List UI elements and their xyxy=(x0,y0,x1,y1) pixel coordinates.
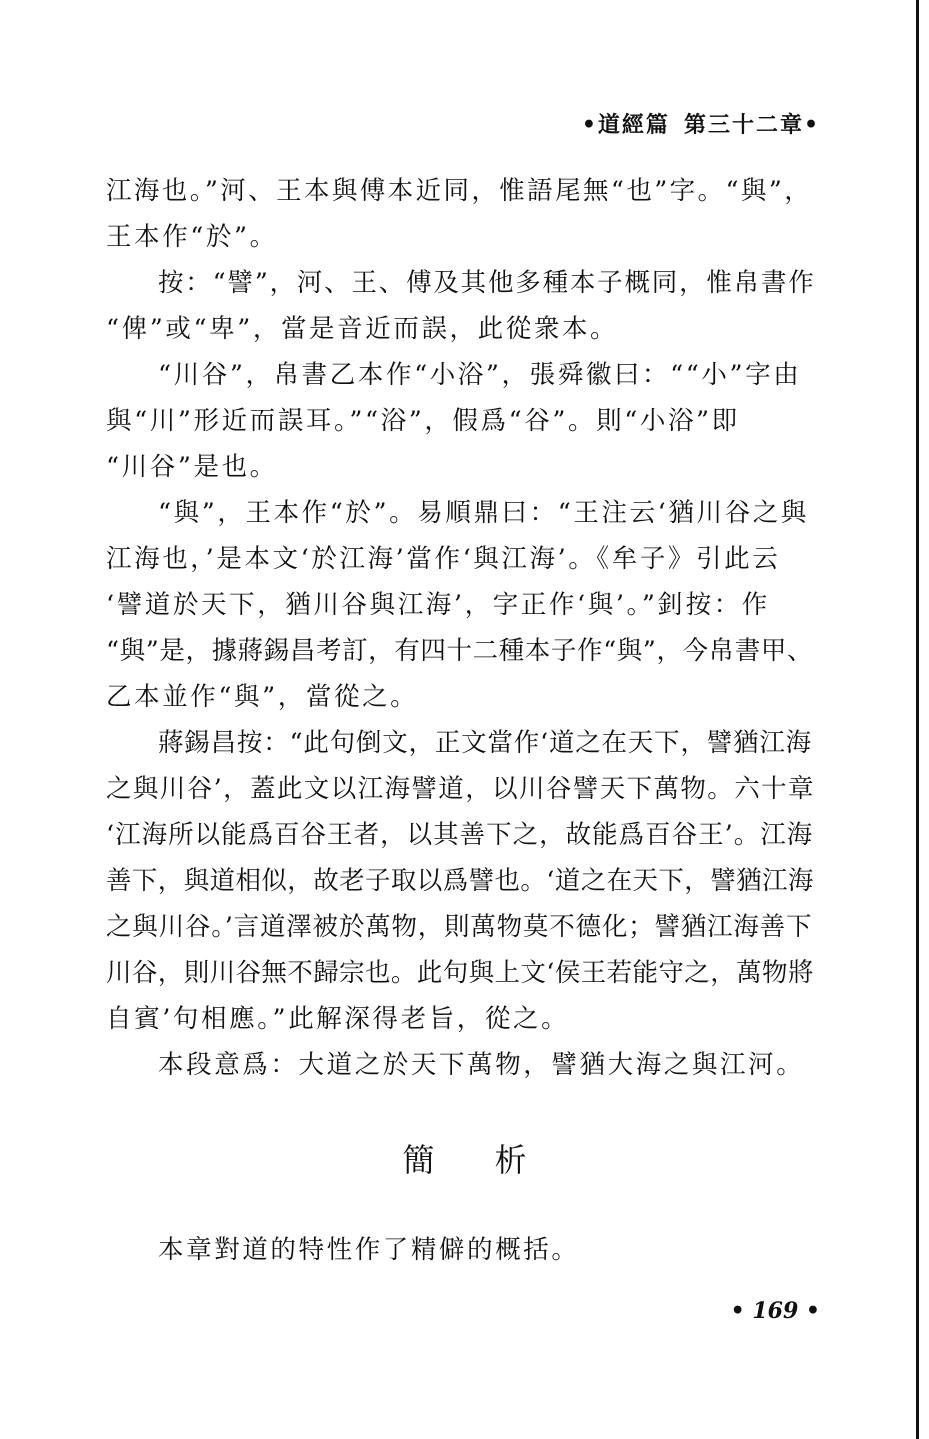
text-line: 乙本並作“與”，當從之。 xyxy=(106,682,419,712)
text-line: 江海也。”河、王本與傅本近同，惟語尾無“也”字。“與”， xyxy=(106,176,813,206)
text-line: “川谷”是也。 xyxy=(106,452,278,482)
text-line: “川谷”，帛書乙本作“小浴”，張舜徽曰：““小”字由 xyxy=(158,360,802,390)
text-line: 川谷，則川谷無不歸宗也。此句與上文‘侯王若能守之，萬物將 xyxy=(106,958,814,988)
summary-paragraph: 本章對道的特性作了精僻的概括。 xyxy=(158,1235,580,1265)
text-line: 王本作“於”。 xyxy=(106,222,278,252)
text-line: 按：“譬”，河、王、傅及其他多種本子概同，惟帛書作 xyxy=(158,268,816,298)
text-line: “與”是，據蔣錫昌考訂，有四十二種本子作“與”，今帛書甲、 xyxy=(106,636,814,666)
text-line: 之與川谷。’言道澤被於萬物，則萬物莫不德化；譬猶江海善下 xyxy=(106,912,813,942)
text-line: ‘江海所以能爲百谷王者，以其善下之，故能爲百谷王’。江海 xyxy=(106,820,814,850)
page-number: • 169 • xyxy=(730,1298,820,1324)
text-line: “俾”或“卑”，當是音近而誤，此從衆本。 xyxy=(106,314,619,344)
text-line: 之與川谷’，蓋此文以江海譬道，以川谷譬天下萬物。六十章 xyxy=(106,774,815,804)
body-text xyxy=(106,168,816,1088)
page-border xyxy=(916,0,919,1439)
text-line: ‘譬道於天下，猶川谷與江海’，字正作‘與’。”釗按：作 xyxy=(106,590,770,620)
section-heading: 簡析 xyxy=(402,1141,587,1179)
text-line: “與”，王本作“於”。易順鼎曰：“王注云‘猶川谷之與 xyxy=(158,498,809,528)
text-line: 蔣錫昌按：“此句倒文，正文當作‘道之在天下，譬猶江海 xyxy=(158,728,812,758)
text-line: 善下，與道相似，故老子取以爲譬也。‘道之在天下，譬猶江海 xyxy=(106,866,814,896)
running-head-chapter: 第三十二章• xyxy=(683,112,820,138)
text-line: 與“川”形近而誤耳。”“浴”，假爲“谷”。則“小浴”即 xyxy=(106,406,740,436)
running-head xyxy=(560,108,820,139)
running-head-section: •道經篇 xyxy=(581,112,670,138)
text-line: 自賓’句相應。”此解深得老旨，從之。 xyxy=(106,1004,570,1034)
text-line: 本段意爲：大道之於天下萬物，譬猶大海之與江河。 xyxy=(158,1050,805,1080)
text-line: 江海也，’是本文‘於江海’當作‘與江海’。《牟子》引此云 xyxy=(106,544,781,574)
